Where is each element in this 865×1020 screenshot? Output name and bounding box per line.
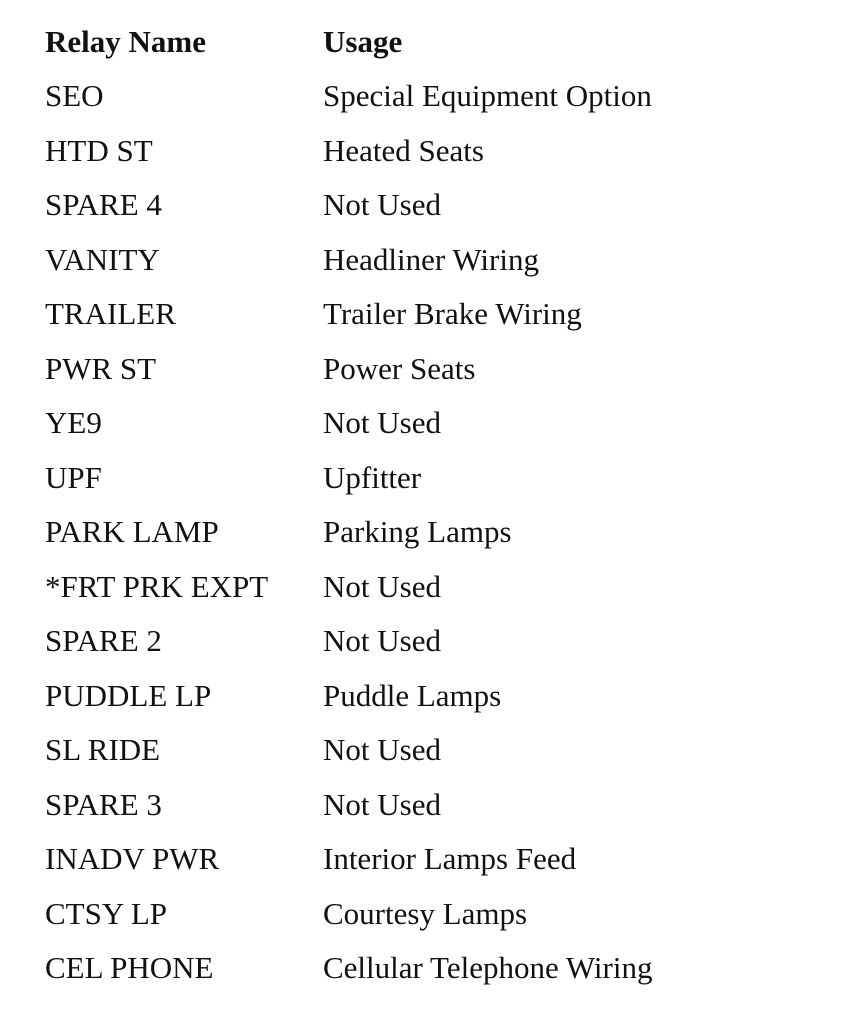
relay-name-cell: SL RIDE xyxy=(45,732,161,768)
table-row xyxy=(45,396,803,451)
relay-name-cell: UPF xyxy=(45,459,102,495)
usage-cell: Interior Lamps Feed xyxy=(323,841,577,877)
table-header xyxy=(45,14,803,69)
relay-name-cell: INADV PWR xyxy=(45,841,220,877)
table-row xyxy=(45,69,803,124)
usage-cell: Special Equipment Option xyxy=(323,78,652,114)
usage-cell: Courtesy Lamps xyxy=(323,895,528,931)
table-row xyxy=(45,287,803,342)
table-row xyxy=(45,232,803,287)
usage-cell: Not Used xyxy=(323,732,441,768)
table-row xyxy=(45,178,803,233)
usage-cell: Not Used xyxy=(323,786,441,822)
relay-name-cell: CTSY LP xyxy=(45,895,168,931)
relay-name-cell: SPARE 4 xyxy=(45,187,162,223)
table-row xyxy=(45,832,803,887)
relay-name-cell: TRAILER xyxy=(45,296,176,332)
table-body xyxy=(45,69,803,996)
table-row xyxy=(45,614,803,669)
relay-usage-table xyxy=(45,14,803,995)
usage-cell: Not Used xyxy=(323,405,441,441)
table-row xyxy=(45,450,803,505)
table-row xyxy=(45,777,803,832)
relay-name-cell: HTD ST xyxy=(45,132,153,168)
header-row xyxy=(45,14,803,69)
usage-cell: Headliner Wiring xyxy=(323,241,539,277)
relay-name-cell: PWR ST xyxy=(45,350,157,386)
usage-cell: Not Used xyxy=(323,187,441,223)
table-row xyxy=(45,723,803,778)
usage-cell: Upfitter xyxy=(323,459,422,495)
table-row xyxy=(45,341,803,396)
table-row xyxy=(45,559,803,614)
table-row xyxy=(45,123,803,178)
usage-cell: Not Used xyxy=(323,568,441,604)
usage-cell: Not Used xyxy=(323,623,441,659)
relay-name-cell: PARK LAMP xyxy=(45,514,219,550)
table-row xyxy=(45,941,803,996)
usage-cell: Puddle Lamps xyxy=(323,677,502,713)
table-row xyxy=(45,668,803,723)
table-row xyxy=(45,886,803,941)
relay-name-cell: VANITY xyxy=(45,241,160,277)
relay-name-cell: SPARE 2 xyxy=(45,623,162,659)
table-row xyxy=(45,505,803,560)
usage-cell: Cellular Telephone Wiring xyxy=(323,950,653,986)
usage-cell: Parking Lamps xyxy=(323,514,512,550)
relay-name-cell: *FRT PRK EXPT xyxy=(45,568,269,604)
header-relay-name: Relay Name xyxy=(45,23,206,59)
usage-cell: Power Seats xyxy=(323,350,476,386)
relay-name-cell: PUDDLE LP xyxy=(45,677,212,713)
relay-name-cell: CEL PHONE xyxy=(45,950,214,986)
relay-name-cell: SEO xyxy=(45,78,104,114)
usage-cell: Trailer Brake Wiring xyxy=(323,296,582,332)
usage-cell: Heated Seats xyxy=(323,132,484,168)
header-usage: Usage xyxy=(323,23,403,59)
relay-name-cell: SPARE 3 xyxy=(45,786,162,822)
relay-name-cell: YE9 xyxy=(45,405,102,441)
